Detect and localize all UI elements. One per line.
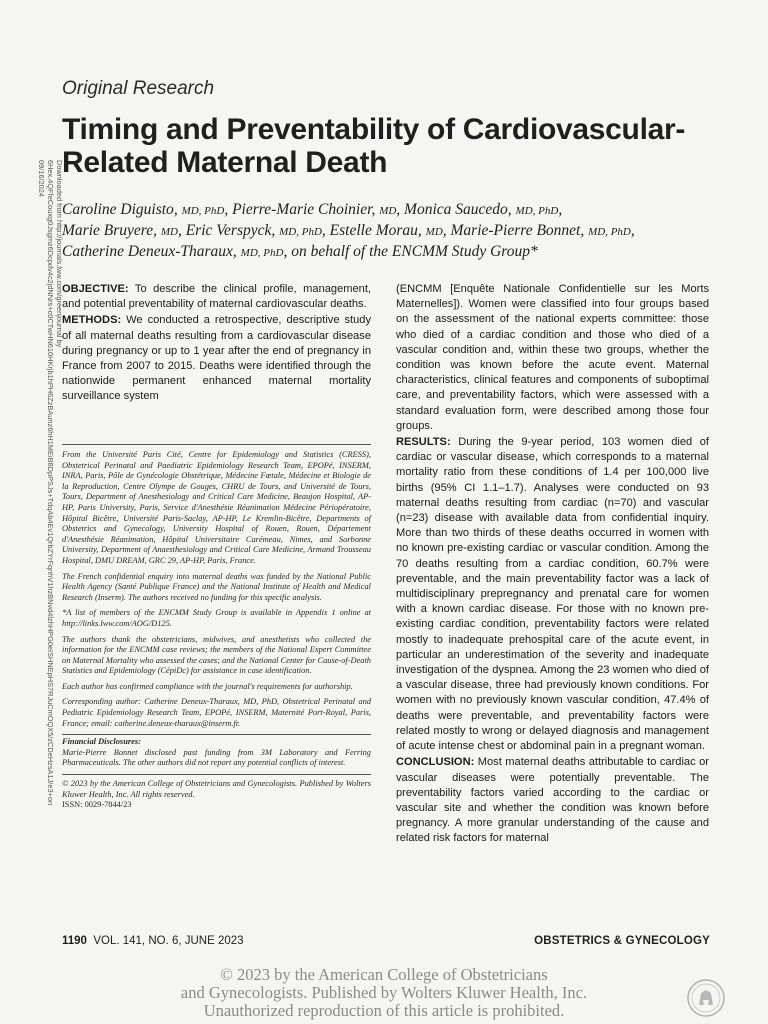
author-separator: , xyxy=(396,201,405,218)
download-side-note xyxy=(20,160,64,806)
author-separator: , on behalf of the ENCMM Study Group* xyxy=(283,243,538,260)
funding-note: The French confidential enquiry into maternal deaths was funded by the National Public Health Agency (Santé Publique France) and the National Institute of Health and Medical Research (Inserm). The authors received no funding for this specific analysis. xyxy=(62,571,371,602)
author-name: Catherine Deneux-Tharaux xyxy=(62,243,233,260)
copyright-note: © 2023 by the American College of Obstetricians and Gynecologists. Published by Wolters Kluwer Health, Inc. All rights reserved. xyxy=(62,779,371,799)
study-group-note: *A list of members of the ENCMM Study Group is available in Appendix 1 online at http://links.lww.com/AOG/D125. xyxy=(62,608,371,628)
abstract-heading: RESULTS: xyxy=(396,436,451,449)
author-name: Monica Saucedo xyxy=(404,201,508,218)
copyright-divider xyxy=(62,774,371,775)
footnote-divider xyxy=(62,444,371,445)
watermark-line: © 2023 by the American College of Obstetricians xyxy=(220,965,548,984)
abstract-heading: OBJECTIVE: xyxy=(62,283,129,295)
author-degree: MD xyxy=(425,226,443,238)
author-separator: , xyxy=(558,201,563,218)
author-degree: MD, PhD xyxy=(240,247,284,259)
author-separator: , xyxy=(442,222,451,239)
acknowledgment-note: The authors thank the obstetricians, midwives, and anesthetists who collected the information for the ENCMM case reviews; the members of the National Expert Committee on Maternal Mortality who assessed the cases; and the National Center for Cause-of-Death Statistics and Epidemiology (CépiDc) for assistance in case identification. xyxy=(62,634,371,676)
page-footer xyxy=(62,935,710,947)
author-name: Pierre-Marie Choinier xyxy=(232,201,372,218)
author-name: Marie-Pierre Bonnet xyxy=(450,222,581,239)
corresponding-author-note: Corresponding author: Catherine Deneux-Tharaux, MD, PhD, Obstetrical Perinatal and Pediatric Epidemiology Research Team, EPOPé, INSERM, Maternité Port-Royal, Paris, France; email: catherine.deneux-tharaux@inserm.fr. xyxy=(62,697,371,728)
abstract-results xyxy=(396,435,709,754)
author-separator: , xyxy=(630,222,635,239)
author-name: Marie Bruyere xyxy=(62,222,154,239)
abstract-right-column xyxy=(396,282,709,848)
watermark-line: Unauthorized reproduction of this article is prohibited. xyxy=(203,1001,565,1020)
acog-seal-icon xyxy=(686,978,726,1018)
author-degree: MD xyxy=(160,226,178,238)
abstract-conclusion xyxy=(396,755,709,846)
affiliation-note: From the Université Paris Cité, Centre for Epidemiology and Statistics (CRESS), Obstetrical Perinatal and Paediatric Epidemiology Research Team, EPOPé, INSERM, INRA, Paris, Pôle de Gynécologie Obstétrique, Médecine Fœtale, Médecine et Biologie de la Reproduction, Centre Olympe de Gouges, CHRU de Tours, and Université de Tours, Tours, Department of Anesthesiology and Critical Care Medicine, Beaujon Hospital, AP-HP, Paris University, Paris, Service d'Anesthésie Réanimation Médecine Périopératoire, Hôpital Bicêtre, Université Paris-Saclay, AP-HP, Le Kremlin-Bicêtre, Departments of Obstetrics and Gynecology, University Hospital of Rouen, Rouen, Département d'Anesthésie Réanimation, Hôpital Universitaire Carémeau, Nimes, and Sorbonne University, Department of Anaesthesiology and Critical Care Medicine, Armand Trousseau Hospital, DMU DREAM, GRC 29, AP-HP, Paris, France. xyxy=(62,450,371,565)
abstract-text: (ENCMM [Enquête Nationale Confidentielle sur les Morts Maternelles]). Women were classified into four groups based on the assessment of the national experts committee: those who died of a cardiac condition and those who died of a vascular condition and, within these two groups, whether the condition was known before the acute event. Maternal characteristics, clinical features and components of suboptimal care, and preventability factors, which were assessed with a standard evaluation form, were described among those four groups. xyxy=(396,283,709,432)
financial-disclosures-heading: Financial Disclosures: xyxy=(62,737,141,747)
abstract-text: We conducted a retrospective, descriptive study of all maternal deaths resulting from a cardiovascular disease during pregnancy or up to 1 year after the end of pregnancy in France from 2007 to 2015. Deaths were identified through the nationwide permanent enhanced maternal mortality surveillance system xyxy=(62,314,371,403)
author-name: Caroline Diguisto xyxy=(62,201,174,218)
author-degree: MD, PhD xyxy=(588,226,631,238)
financial-disclosures-text: Marie-Pierre Bonnet disclosed past funding from 3M Laboratory and Ferring Pharmaceuticals. The other authors did not report any potential conflicts of interest. xyxy=(62,747,371,768)
author-name: Estelle Morau xyxy=(329,222,418,239)
abstract-left-column xyxy=(62,282,371,406)
abstract-methods xyxy=(62,313,371,404)
watermark-line: and Gynecologists. Published by Wolters Kluwer Health, Inc. xyxy=(180,983,588,1002)
author-list: Caroline Diguisto, MD, PhD, Pierre-Marie Choinier, MD, Monica Saucedo, MD, PhD, Marie Bruyere, MD, Eric Verspyck, MD, PhD, Estelle Morau, MD, Marie-Pierre Bonnet, MD, PhD, Catherine Deneux-Tharaux, MD, PhD, on behalf of the ENCMM Study Group* xyxy=(62,201,635,260)
abstract-heading: METHODS: xyxy=(62,314,122,327)
author-separator: , xyxy=(321,222,330,239)
journal-name: OBSTETRICS & GYNECOLOGY xyxy=(534,935,710,947)
volume-info: VOL. 141, NO. 6, JUNE 2023 xyxy=(93,935,244,947)
author-degree: MD, PhD xyxy=(181,205,225,217)
abstract-heading: CONCLUSION: xyxy=(396,756,475,769)
compliance-note: Each author has confirmed compliance with the journal's requirements for authorship. xyxy=(62,681,353,691)
author-separator: , xyxy=(177,222,186,239)
author-degree: MD, PhD xyxy=(279,226,322,238)
abstract-text: Most maternal deaths attributable to cardiac or vascular diseases were potentially preventable. The preventability factors varied according to the cardiac or vascular site and whether the condition was known before pregnancy. A more granular understanding of the cause and related risk factors for maternal xyxy=(396,756,709,845)
copyright-watermark xyxy=(0,966,768,1020)
author-degree: MD, PhD xyxy=(515,205,559,217)
author-separator: , xyxy=(224,201,233,218)
disclosure-divider xyxy=(62,734,371,735)
abstract-objective xyxy=(62,282,371,312)
issn: ISSN: 0029-7844/23 xyxy=(62,800,132,810)
article-title: Timing and Preventability of Cardiovascular-Related Maternal Death xyxy=(62,113,686,179)
download-side-note-text: Downloaded from http://journals.lww.com/greenjournal by 6Hex.4QFfeCouxg0Jsgmz6Dcpdv4c2jdNNrs+c0CTwHN610HKrjb1hPH6ZzBAunz6hH1MEiB8DpPSJs+TdqAb4Ev1QrbZYrFqnhV1hzBNvd4lzhHPG0eISHNEpHS7RJuCmOQX5/zCDeHzsA1J/e3+on 09/16/2024 xyxy=(37,160,64,806)
abstract-text: To describe the clinical profile, management, and potential preventability of maternal cardiovascular deaths. xyxy=(62,283,371,311)
author-degree: MD xyxy=(379,205,397,217)
section-label: Original Research xyxy=(62,78,215,99)
page-number: 1190 xyxy=(62,935,87,947)
footnotes xyxy=(62,444,371,811)
abstract-methods-continued xyxy=(396,282,709,434)
author-name: Eric Verspyck xyxy=(185,222,272,239)
abstract-text: During the 9-year period, 103 women died of cardiac or vascular disease, which corresponds to a maternal mortality ratio from these conditions of 1.4 per 100,000 live births (95% CI 1.1–1.7). Analyses were conducted on 93 maternal deaths resulting from cardiac (n=70) and vascular (n=23) disease with available data from confidential inquiry. More than two thirds of these deaths occurred in women with no known pre-existing cardiac or vascular condition. Among the 70 deaths resulting from a cardiac condition, 60.7% were preventable, and the main preventability factor was a lack of multidisciplinary prepregnancy and prenatal care for women with a known cardiac disease. For those with no known pre-existing cardiac condition, preventability factors were related mostly to inadequate prehospital care of the acute event, in particular an underestimation of the severity and inadequate investigation of the dyspnea. Among the 23 women who died of a vascular disease, three had previously known conditions. For women with no previously known vascular condition, 47.4% of deaths were preventable, and preventability factors were related mostly to wrong or delayed diagnosis and management of acute intense chest or abdominal pain in a pregnant woman. xyxy=(396,436,709,753)
